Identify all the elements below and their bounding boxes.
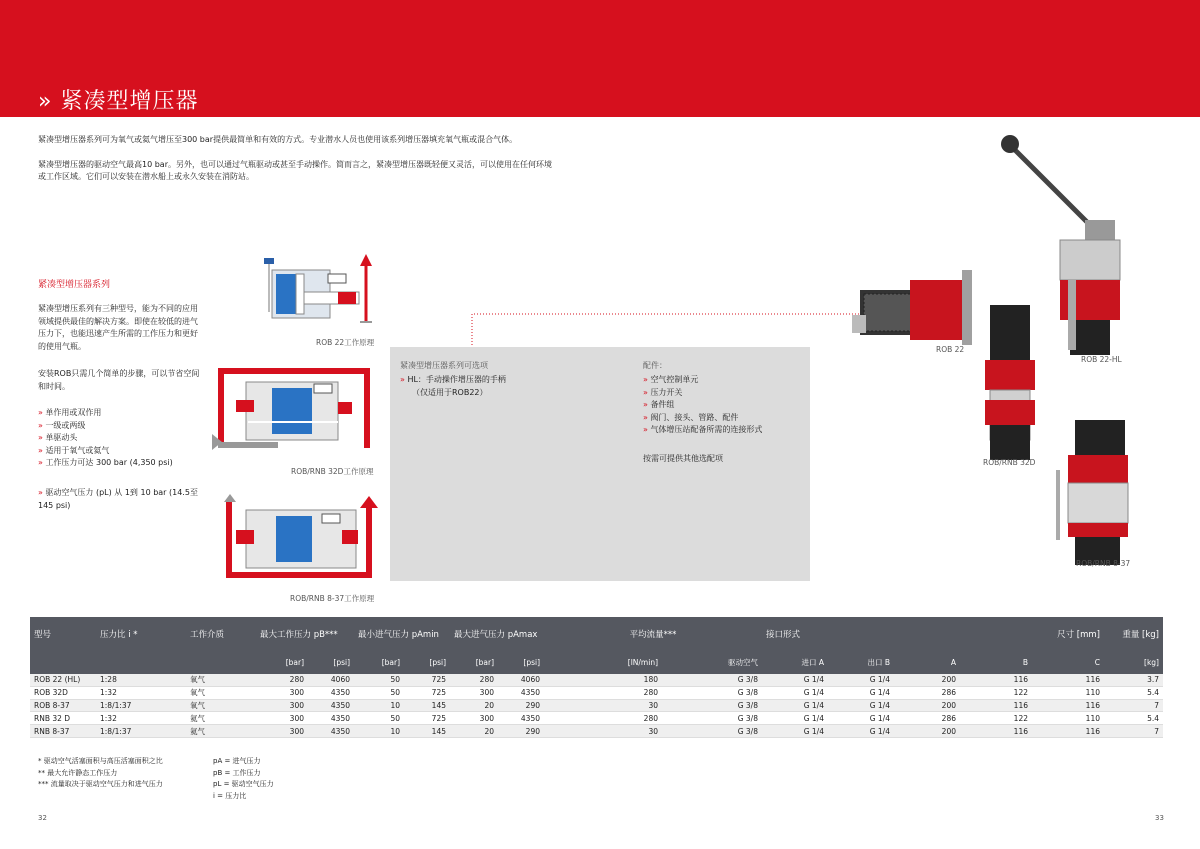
footnotes [38,756,163,791]
table-row [30,712,1163,725]
feature-item: » 单作用或双作用 [38,407,218,420]
table-cell: 300 [256,725,308,738]
table-cell: 氦气 [186,725,256,738]
col-weight: 重量 [kg] [1122,630,1159,640]
table-cell: 300 [256,699,308,712]
unit-drive-air: 驱动空气 [728,658,758,667]
table-cell: 20 [450,699,498,712]
options-list [400,374,620,387]
option-item: » HL：手动操作增压器的手柄 [400,374,620,387]
accessory-item: » 气体增压站配备所需的连接形式 [643,424,808,437]
symbol-item: pA = 进气压力 [213,757,261,765]
table-cell: G 1/4 [828,725,894,738]
feature-item: » 适用于氧气或氦气 [38,445,218,458]
rob837-product-image [1058,420,1128,565]
accessory-item: » 空气控制单元 [643,374,808,387]
options-heading: 紧凑型增压器系列可选项 [400,361,488,370]
unit-dim-b: B [1022,658,1028,667]
table-cell: ROB 8-37 [30,699,96,712]
product-label-rob837: ROB/RNB 8-37 [1076,559,1131,568]
table-cell: 1:8/1:37 [96,725,186,738]
feature-item: » 驱动空气压力 (pL) 从 1到 10 bar (14.5至145 psi) [38,487,198,512]
symbol-item: i = 压力比 [213,791,247,800]
table-cell: 4350 [308,699,354,712]
unit-bar: [bar] [381,658,400,667]
table-cell: 4060 [498,674,544,686]
table-cell: G 1/4 [762,699,828,712]
feature-list [38,407,218,470]
accessory-item: » 压力开关 [643,387,808,400]
feature-item: » 单驱动头 [38,432,218,445]
intro-paragraph-2: 紧凑型增压器的驱动空气最高10 bar。另外，也可以通过气瓶驱动或甚至手动操作。简而言之，紧凑型增压器既轻便又灵活，可以使用在任何环境或工作区域。它们可以安装在潜水船上或永久安装在消防站。 [38,159,552,181]
footnote: *** 流量取决于驱动空气压力和进气压力 [38,780,163,788]
table-cell: G 3/8 [662,712,762,725]
table-cell: G 1/4 [828,712,894,725]
table-cell: 5.4 [1104,686,1163,699]
page-number-right: 33 [1155,814,1164,822]
table-cell: G 1/4 [762,725,828,738]
table-cell: G 3/8 [662,725,762,738]
col-connections: 接口形式 [766,630,801,640]
table-cell: 20 [450,725,498,738]
table-cell: 145 [404,699,450,712]
accessories-heading: 配件： [643,361,667,370]
table-cell: 4350 [498,712,544,725]
footnote: * 驱动空气活塞面积与高压活塞面积之比 [38,757,163,765]
table-cell: 110 [1032,686,1104,699]
table-cell: 290 [498,725,544,738]
product-label-rob22hl: ROB 22-HL [1081,355,1122,364]
table-cell: G 1/4 [762,674,828,686]
table-cell: 50 [354,686,404,699]
table-cell: ROB 32D [30,686,96,699]
table-cell: 5.4 [1104,712,1163,725]
table-cell: 116 [1032,725,1104,738]
table-cell: 280 [544,686,662,699]
table-row [30,674,1163,686]
table-cell: 116 [960,699,1032,712]
table-cell: 4350 [308,712,354,725]
table-cell: 7 [1104,725,1163,738]
table-cell: 116 [960,674,1032,686]
table-cell: 7 [1104,699,1163,712]
series-heading: 紧凑型增压器系列 [38,280,111,290]
table-cell: 145 [404,725,450,738]
table-row [30,686,1163,699]
table-cell: G 1/4 [828,686,894,699]
table-cell: 110 [1032,712,1104,725]
table-cell: 725 [404,674,450,686]
unit-bar: [bar] [285,658,304,667]
col-model: 型号 [34,630,52,640]
product-label-rob32d: ROB/RNB 32D [983,458,1036,467]
table-cell: RNB 8-37 [30,725,96,738]
table-cell: 280 [544,712,662,725]
unit-inlet-a: 进口 A [801,658,824,667]
table-cell: 200 [894,725,960,738]
product-photos [850,130,1170,570]
table-cell: 122 [960,712,1032,725]
table-cell: 30 [544,725,662,738]
spec-table [30,617,1163,738]
intro-paragraph-1: 紧凑型增压器系列可为氧气或氦气增压至300 bar提供最简单和有效的方式。专业潜水人员也使用该系列增压器填充氧气瓶或混合气体。 [38,135,518,144]
unit-bar: [bar] [475,658,494,667]
table-cell: G 3/8 [662,686,762,699]
table-cell: 286 [894,712,960,725]
symbol-item: pL = 驱动空气压力 [213,780,274,788]
table-cell: 1:32 [96,686,186,699]
table-cell: 4350 [308,725,354,738]
table-cell: 50 [354,674,404,686]
col-dimensions: 尺寸 [mm] [1057,630,1100,640]
unit-dim-c: C [1094,658,1100,667]
table-cell: G 1/4 [762,712,828,725]
table-cell: 氧气 [186,686,256,699]
table-row [30,725,1163,738]
table-cell: 286 [894,686,960,699]
product-label-rob22: ROB 22 [936,345,965,354]
table-cell: 1:32 [96,712,186,725]
table-cell: 200 [894,699,960,712]
table-cell: 3.7 [1104,674,1163,686]
series-text-2: 安装ROB只需几个简单的步骤，可以节省空间和时间。 [38,369,200,391]
table-cell: 氧气 [186,674,256,686]
table-cell: 280 [450,674,498,686]
rob32d-product-image [985,305,1035,460]
table-cell: 氧气 [186,699,256,712]
table-cell: 300 [450,686,498,699]
diagram-caption-1: ROB 22工作原理 [316,338,375,347]
table-cell: 10 [354,699,404,712]
accessories-list [643,374,808,437]
footnote: ** 最大允许静态工作压力 [38,768,118,777]
unit-flow: [lN/min] [627,658,658,667]
table-cell: 1:8/1:37 [96,699,186,712]
table-cell: 300 [256,686,308,699]
accessory-item: » 阀门、接头、管路、配件 [643,412,808,425]
table-cell: G 1/4 [762,686,828,699]
col-max-working-pressure: 最大工作压力 pB*** [260,630,338,640]
options-note: 按需可提供其他选配项 [643,454,723,463]
page-number-left: 32 [38,814,47,822]
table-cell: 725 [404,712,450,725]
drive-pressure-list [38,487,198,512]
table-cell: 300 [256,712,308,725]
unit-dim-a: A [950,658,956,667]
unit-psi: [psi] [429,658,446,667]
rob32d-principle-diagram [208,362,380,458]
table-cell: 116 [1032,699,1104,712]
table-cell: 10 [354,725,404,738]
table-cell: 30 [544,699,662,712]
col-max-inlet-pressure: 最大进气压力 pAmax [454,630,538,640]
unit-psi: [psi] [333,658,350,667]
table-cell: 50 [354,712,404,725]
col-pressure-ratio: 压力比 i * [100,630,138,640]
unit-outlet-b: 出口 B [867,658,890,667]
table-cell: G 1/4 [828,699,894,712]
symbol-legend [213,756,274,802]
series-text-1: 紧凑型增压系列有三种型号，能为不同的应用领域提供最佳的解决方案。即使在较低的进气压力下，也能迅速产生所需的工作压力和更好的使用气瓶。 [38,304,198,351]
table-cell: 180 [544,674,662,686]
table-cell: 725 [404,686,450,699]
table-cell: 116 [1032,674,1104,686]
accessory-item: » 备件组 [643,399,808,412]
table-cell: 300 [450,712,498,725]
table-cell: G 3/8 [662,674,762,686]
rob22-product-image [852,270,972,345]
symbol-item: pB = 工作压力 [213,768,261,777]
table-cell: 280 [256,674,308,686]
col-min-inlet-pressure: 最小进气压力 pAmin [358,630,439,640]
rob22-principle-diagram [258,252,380,327]
table-cell: 116 [960,725,1032,738]
table-cell: ROB 22 (HL) [30,674,96,686]
table-cell: 1:28 [96,674,186,686]
unit-psi: [psi] [523,658,540,667]
intro-text [38,134,558,196]
diagram-caption-3: ROB/RNB 8-37工作原理 [290,594,375,603]
table-cell: G 3/8 [662,699,762,712]
feature-item: » 一级或两级 [38,420,218,433]
table-cell: 122 [960,686,1032,699]
table-cell: 4350 [308,686,354,699]
table-row [30,699,1163,712]
col-avg-flow: 平均流量*** [629,630,677,640]
table-cell: 4060 [308,674,354,686]
col-medium: 工作介质 [190,630,225,640]
table-cell: RNB 32 D [30,712,96,725]
rob837-principle-diagram [218,494,380,586]
table-cell: 200 [894,674,960,686]
table-cell: G 1/4 [828,674,894,686]
diagram-caption-2: ROB/RNB 32D工作原理 [291,467,374,476]
option-item-note: （仅适用于ROB22） [412,388,488,397]
table-cell: 290 [498,699,544,712]
unit-kg: [kg] [1144,658,1159,667]
page-title: » 紧凑型增压器 [38,89,199,114]
table-cell: 4350 [498,686,544,699]
feature-item: » 工作压力可达 300 bar (4,350 psi) [38,457,218,470]
table-cell: 氦气 [186,712,256,725]
